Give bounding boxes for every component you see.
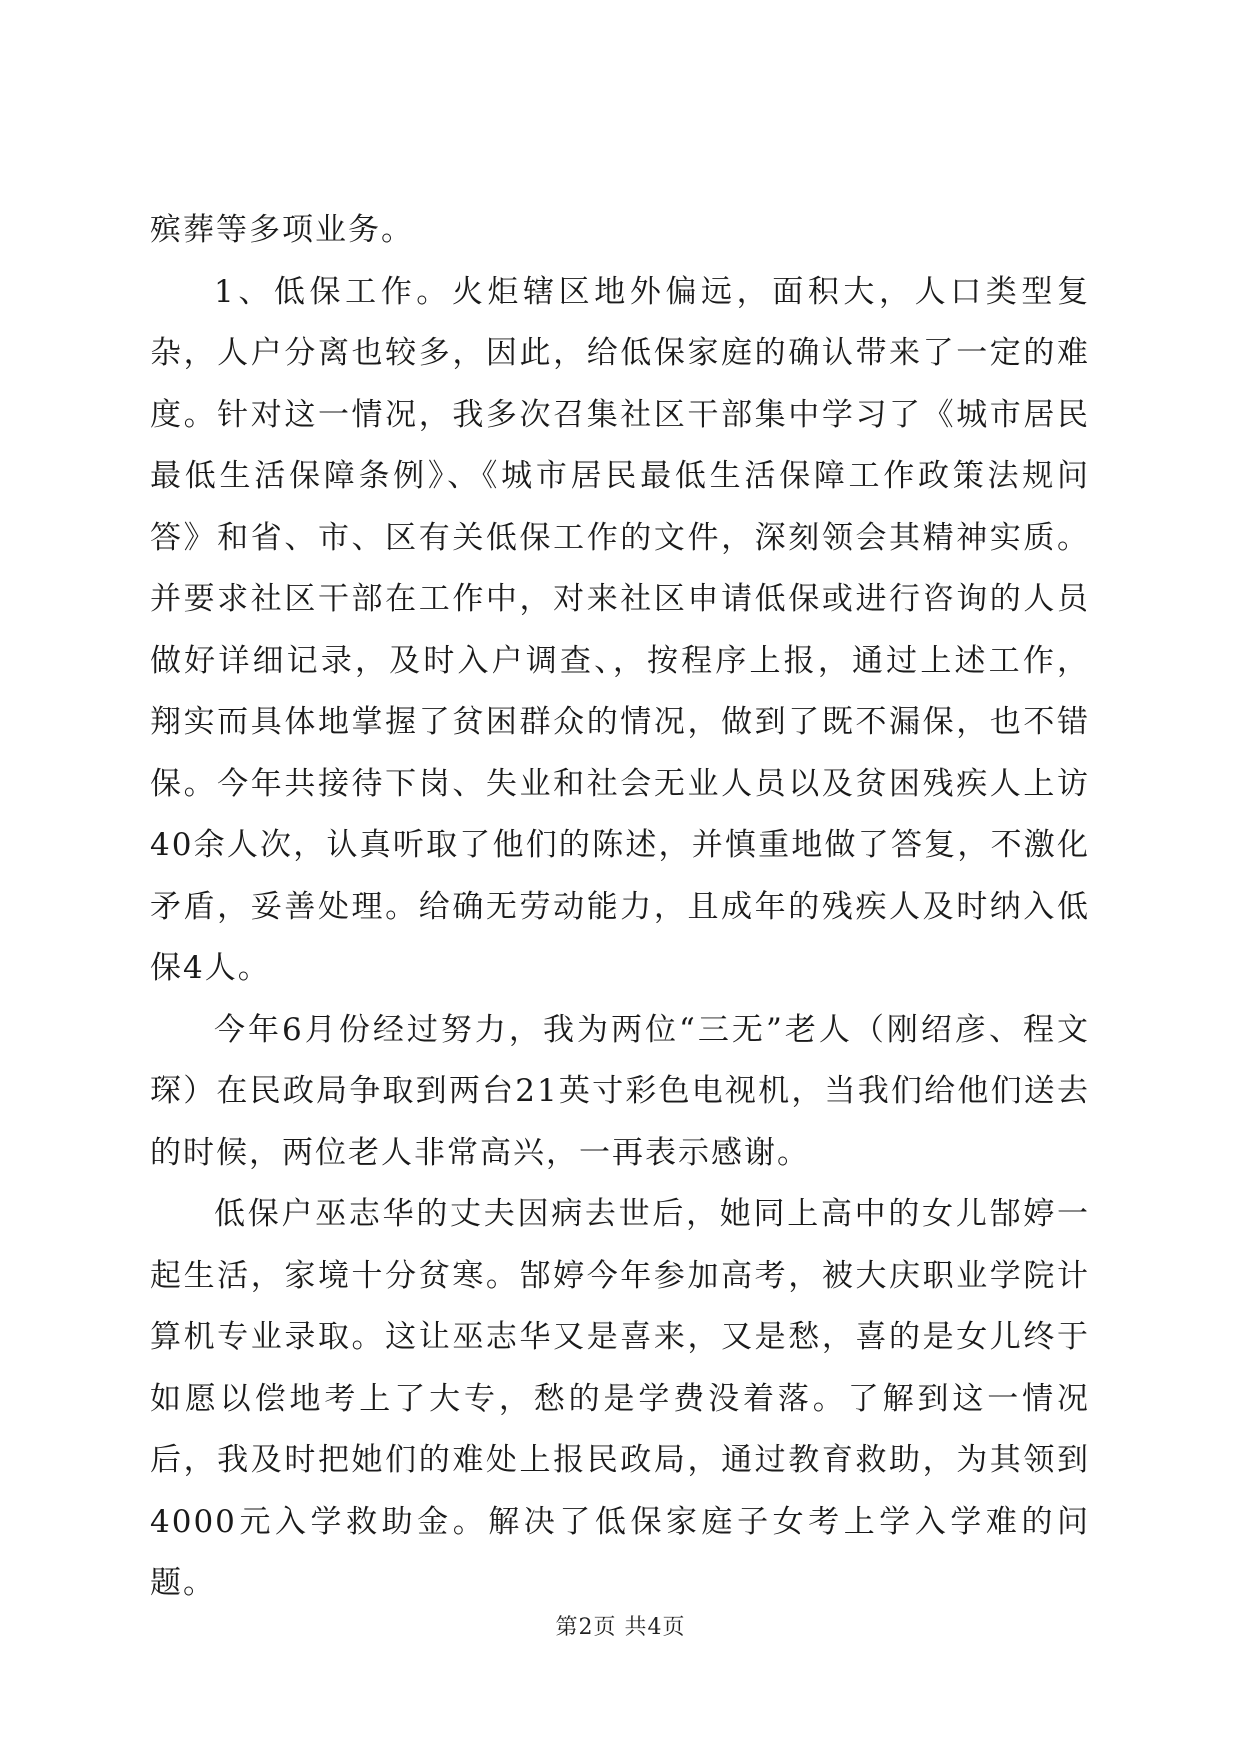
document-body bbox=[150, 200, 1090, 1615]
paragraph-low-income-work: 1、低保工作。火炬辖区地外偏远，面积大，人口类型复杂，人户分离也较多，因此，给低保家庭的确认带来了一定的难度。针对这一情况，我多次召集社区干部集中学习了《城市居民最低生活保障条例》、《城市居民最低生活保障工作政策法规问答》和省、市、区有关低保工作的文件，深刻领会其精神实质。并要求社区干部在工作中，对来社区申请低保或进行咨询的人员做好详细记录，及时入户调查、，按程序上报，通过上述工作，翔实而具体地掌握了贫困群众的情况，做到了既不漏保，也不错保。今年共接待下岗、失业和社会无业人员以及贫困残疾人上访40余人次，认真听取了他们的陈述，并慎重地做了答复，不激化矛盾，妥善处理。给确无劳动能力，且成年的残疾人及时纳入低保4人。 bbox=[150, 273, 1090, 986]
page-number-footer: 第2页 共4页 bbox=[555, 1615, 686, 1640]
paragraph-tv-donation: 今年6月份经过努力，我为两位“三无”老人（刚绍彦、程文琛）在民政局争取到两台21英寸彩色电视机，当我们给他们送去的时候，两位老人非常高兴，一再表示感谢。 bbox=[150, 1011, 1090, 1171]
paragraph-education-aid: 低保户巫志华的丈夫因病去世后，她同上高中的女儿郜婷一起生活，家境十分贫寒。郜婷今年参加高考，被大庆职业学院计算机专业录取。这让巫志华又是喜来，又是愁，喜的是女儿终于如愿以偿地考上了大专，愁的是学费没着落。了解到这一情况后，我及时把她们的难处上报民政局，通过教育救助，为其领到4000元入学救助金。解决了低保家庭子女考上学入学难的问题。 bbox=[150, 1196, 1090, 1601]
paragraph-continuation: 殡葬等多项业务。 bbox=[150, 212, 414, 248]
